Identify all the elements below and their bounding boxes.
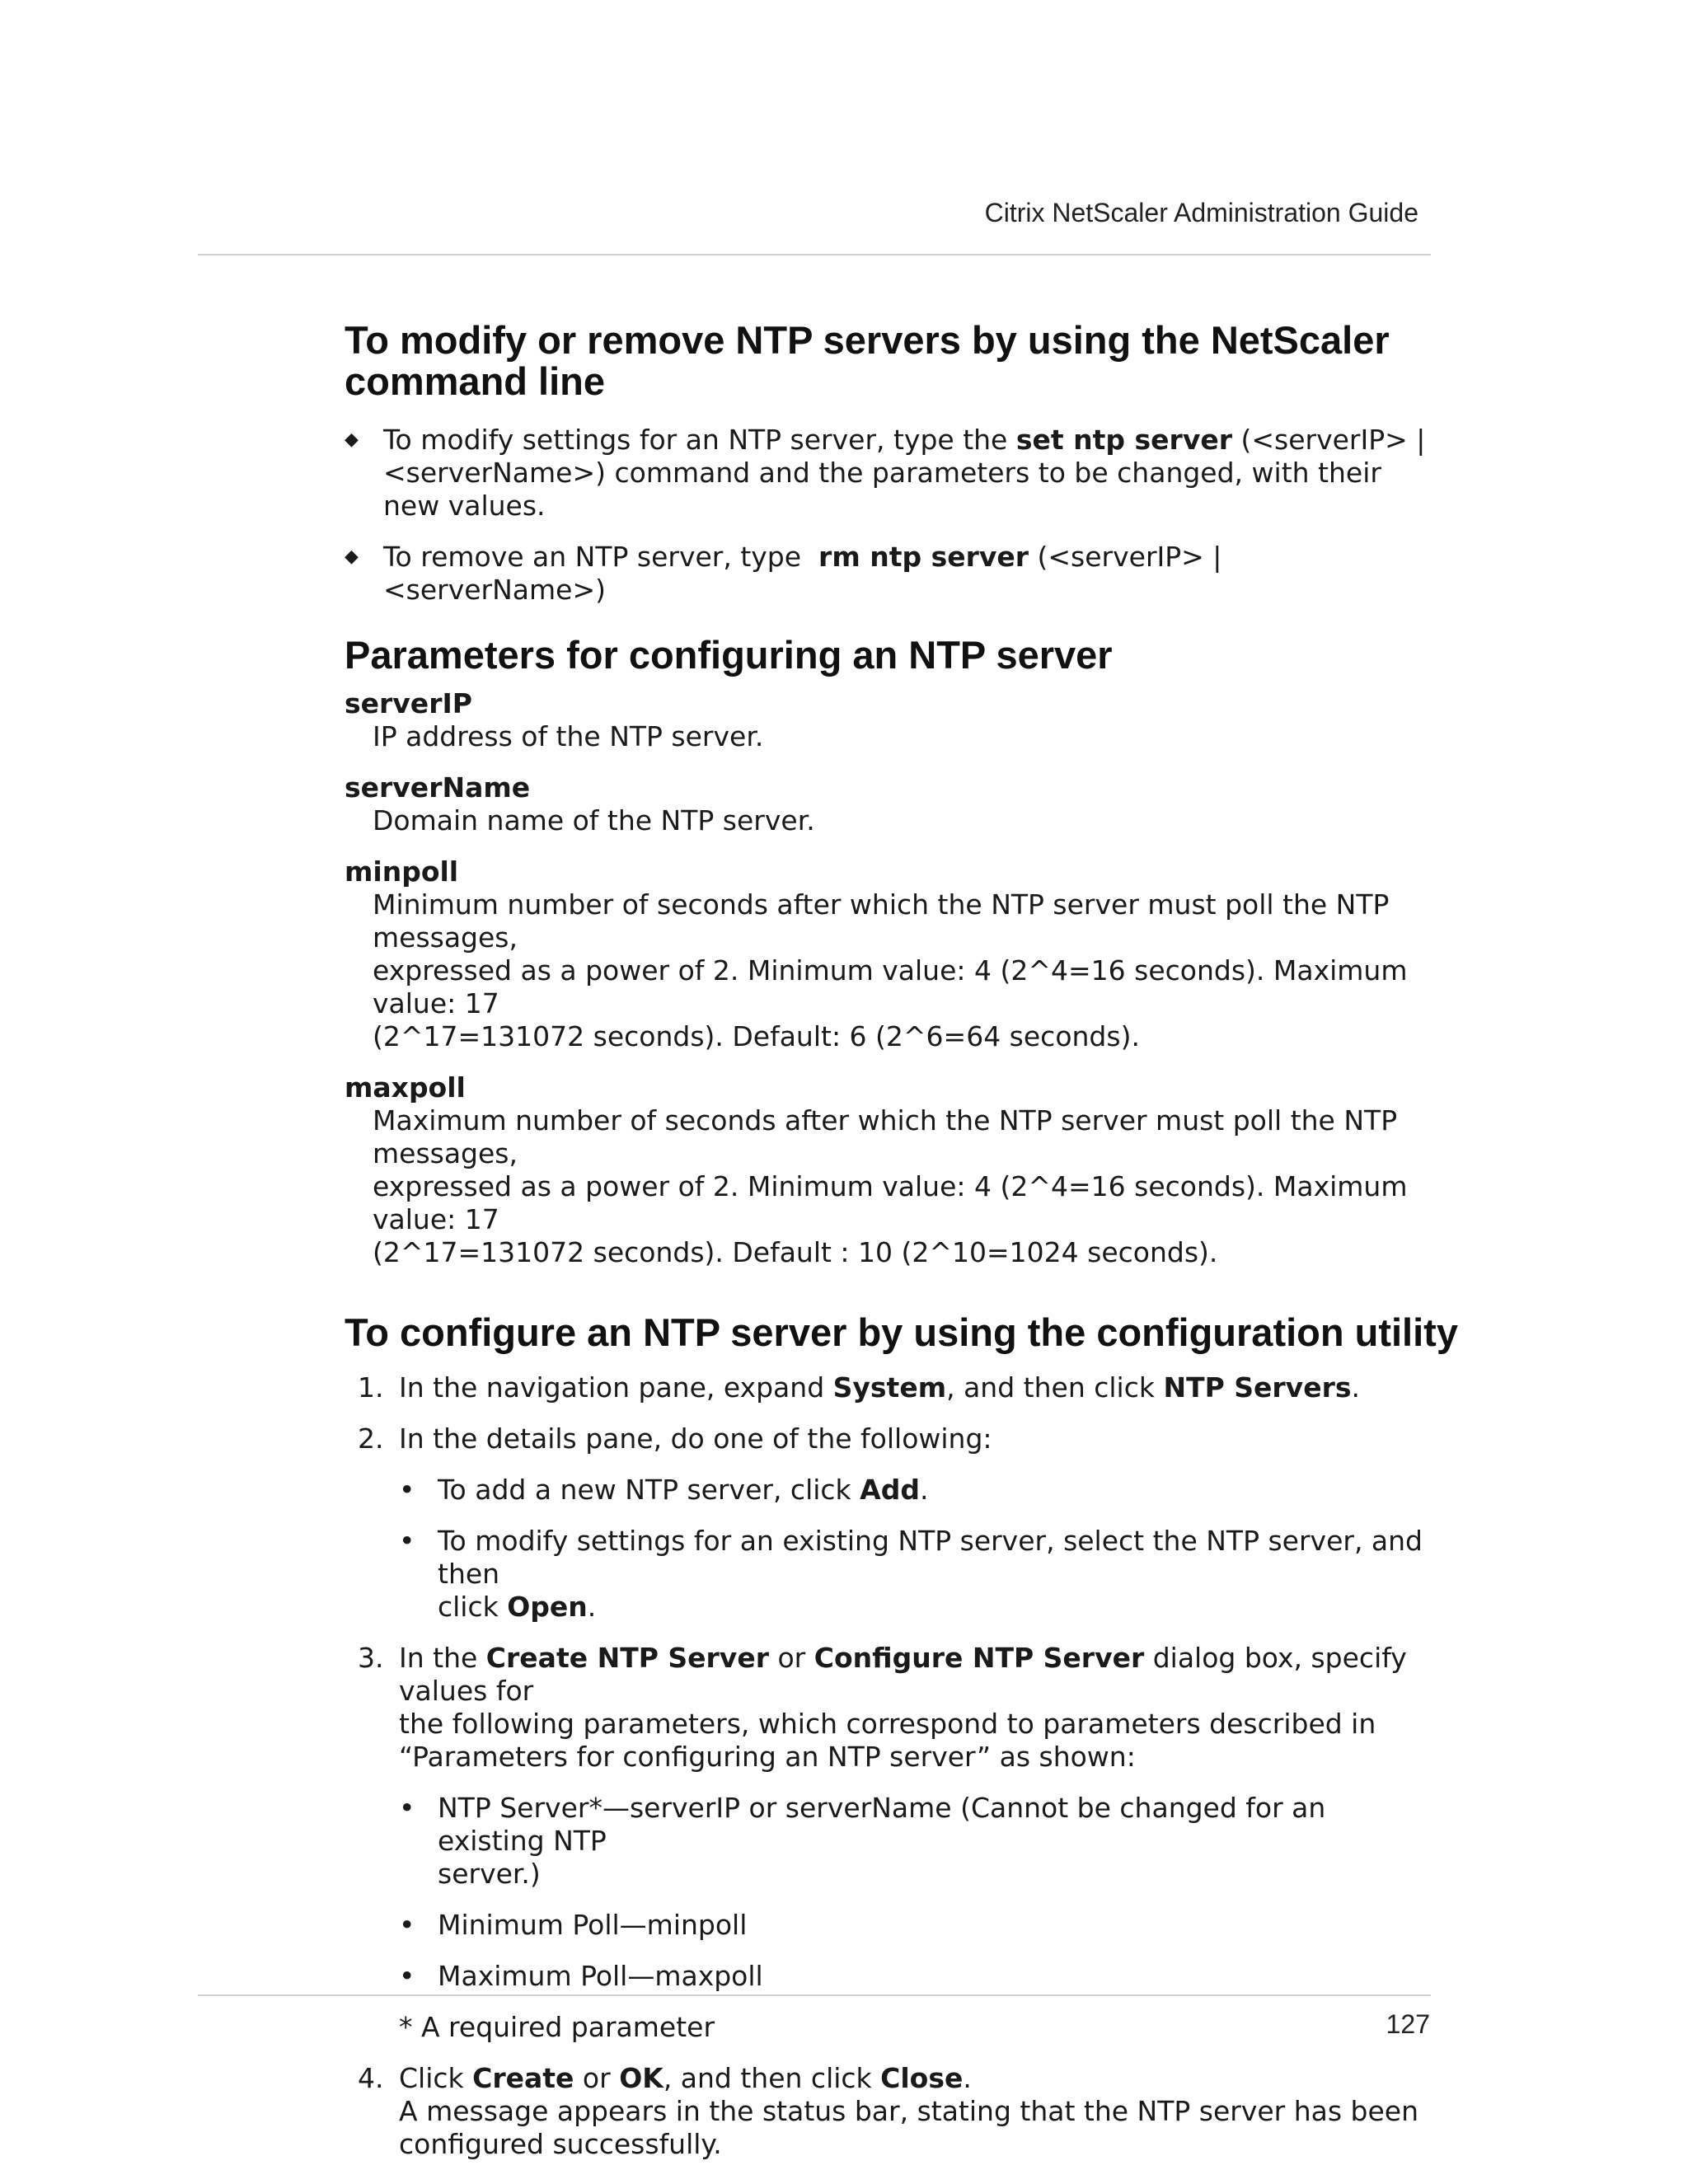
page-number: 127: [1386, 2009, 1430, 2039]
list-item-modify-ntp: ◆ To modify settings for an NTP server, type the set ntp server (<serverIP> | <serverName>) command and the parameters to be changed, with their new values.: [345, 424, 1426, 522]
param-desc-maxpoll: Maximum number of seconds after which the NTP server must poll the NTP messages, expressed as a power of 2. Minimum value: 4 (2^4=16 seconds). Maximum value: 17 (2^17=131072 seconds). Default : 10 (2^10=1024 seconds).: [373, 1104, 1408, 1268]
param-desc-serverip: IP address of the NTP server.: [373, 720, 764, 752]
page-content: [345, 318, 1458, 2179]
param-desc-servername: Domain name of the NTP server.: [373, 804, 815, 837]
param-desc-minpoll: Minimum number of seconds after which the NTP server must poll the NTP messages, expressed as a power of 2. Minimum value: 4 (2^4=16 seconds). Maximum value: 17 (2^17=131072 seconds). Default: 6 (2^6=64 seconds).: [373, 888, 1408, 1052]
param-term-serverip: serverIP: [345, 687, 472, 719]
command-rm-ntp-server: rm ntp server: [818, 541, 1029, 573]
list-item-maximum-poll: • Maximum Poll—maxpoll: [399, 1960, 763, 1992]
footer-rule: [198, 1994, 1431, 1996]
running-header: Citrix NetScaler Administration Guide: [984, 198, 1418, 227]
procedure-steps: [345, 1371, 1441, 2161]
command-set-ntp-server: set ntp server: [1015, 424, 1232, 456]
dot-bullet-icon: •: [399, 1525, 415, 1557]
step-2: 2. In the details pane, do one of the following: • To add a new NTP server, click Add. • To modify settings for an existing NTP server, select the NTP server, and then click Open.: [345, 1422, 1441, 1624]
list-item-ntp-server: • NTP Server*—serverIP or serverName (Cannot be changed for an existing NTP server.): [399, 1792, 1326, 1890]
diamond-bullet-icon: ◆: [345, 429, 359, 450]
header-rule: [198, 254, 1431, 255]
list-item-remove-ntp: ◆ To remove an NTP server, type rm ntp server (<serverIP> | <serverName>): [345, 541, 1222, 606]
step-3: 3. In the Create NTP Server or Configure NTP Server dialog box, specify values for the following parameters, which correspond to parameters described in “Parameters for configuring an NTP server” as shown: • NTP Server*—serverIP or serverName (Cannot be changed for an existing NTP server.) • Minimum Poll—minpoll • Maximum Poll—maxpoll * A required parameter: [345, 1642, 1441, 2044]
list-item-minimum-poll: • Minimum Poll—minpoll: [399, 1909, 748, 1941]
step-4: 4. Click Create or OK, and then click Close. A message appears in the status bar, stating that the NTP server has been configured successfully.: [358, 2062, 1419, 2160]
diamond-bullet-icon: ◆: [345, 546, 359, 567]
dot-bullet-icon: •: [399, 1909, 415, 1941]
list-item-open: • To modify settings for an existing NTP server, select the NTP server, and then click Open.: [399, 1525, 1423, 1623]
heading-parameters: Parameters for configuring an NTP server: [345, 633, 1113, 677]
parameter-list: [345, 687, 1441, 1269]
param-term-maxpoll: maxpoll: [345, 1071, 466, 1104]
cli-bullet-list: [345, 424, 1441, 607]
required-parameter-note: * A required parameter: [399, 2011, 715, 2043]
step-1: 1. In the navigation pane, expand System, and then click NTP Servers.: [358, 1371, 1360, 1404]
heading-modify-remove-ntp: To modify or remove NTP servers by using the NetScaler command line: [345, 318, 1390, 403]
heading-configure-ntp: To configure an NTP server by using the configuration utility: [345, 1310, 1458, 1354]
dot-bullet-icon: •: [399, 1960, 415, 1992]
dot-bullet-icon: •: [399, 1474, 415, 1506]
step-3-parameters: [399, 1792, 1441, 1993]
step-2-options: [399, 1474, 1441, 1624]
param-term-servername: serverName: [345, 771, 531, 804]
param-term-minpoll: minpoll: [345, 855, 459, 888]
list-item-add: • To add a new NTP server, click Add.: [399, 1474, 929, 1506]
dot-bullet-icon: •: [399, 1792, 415, 1824]
